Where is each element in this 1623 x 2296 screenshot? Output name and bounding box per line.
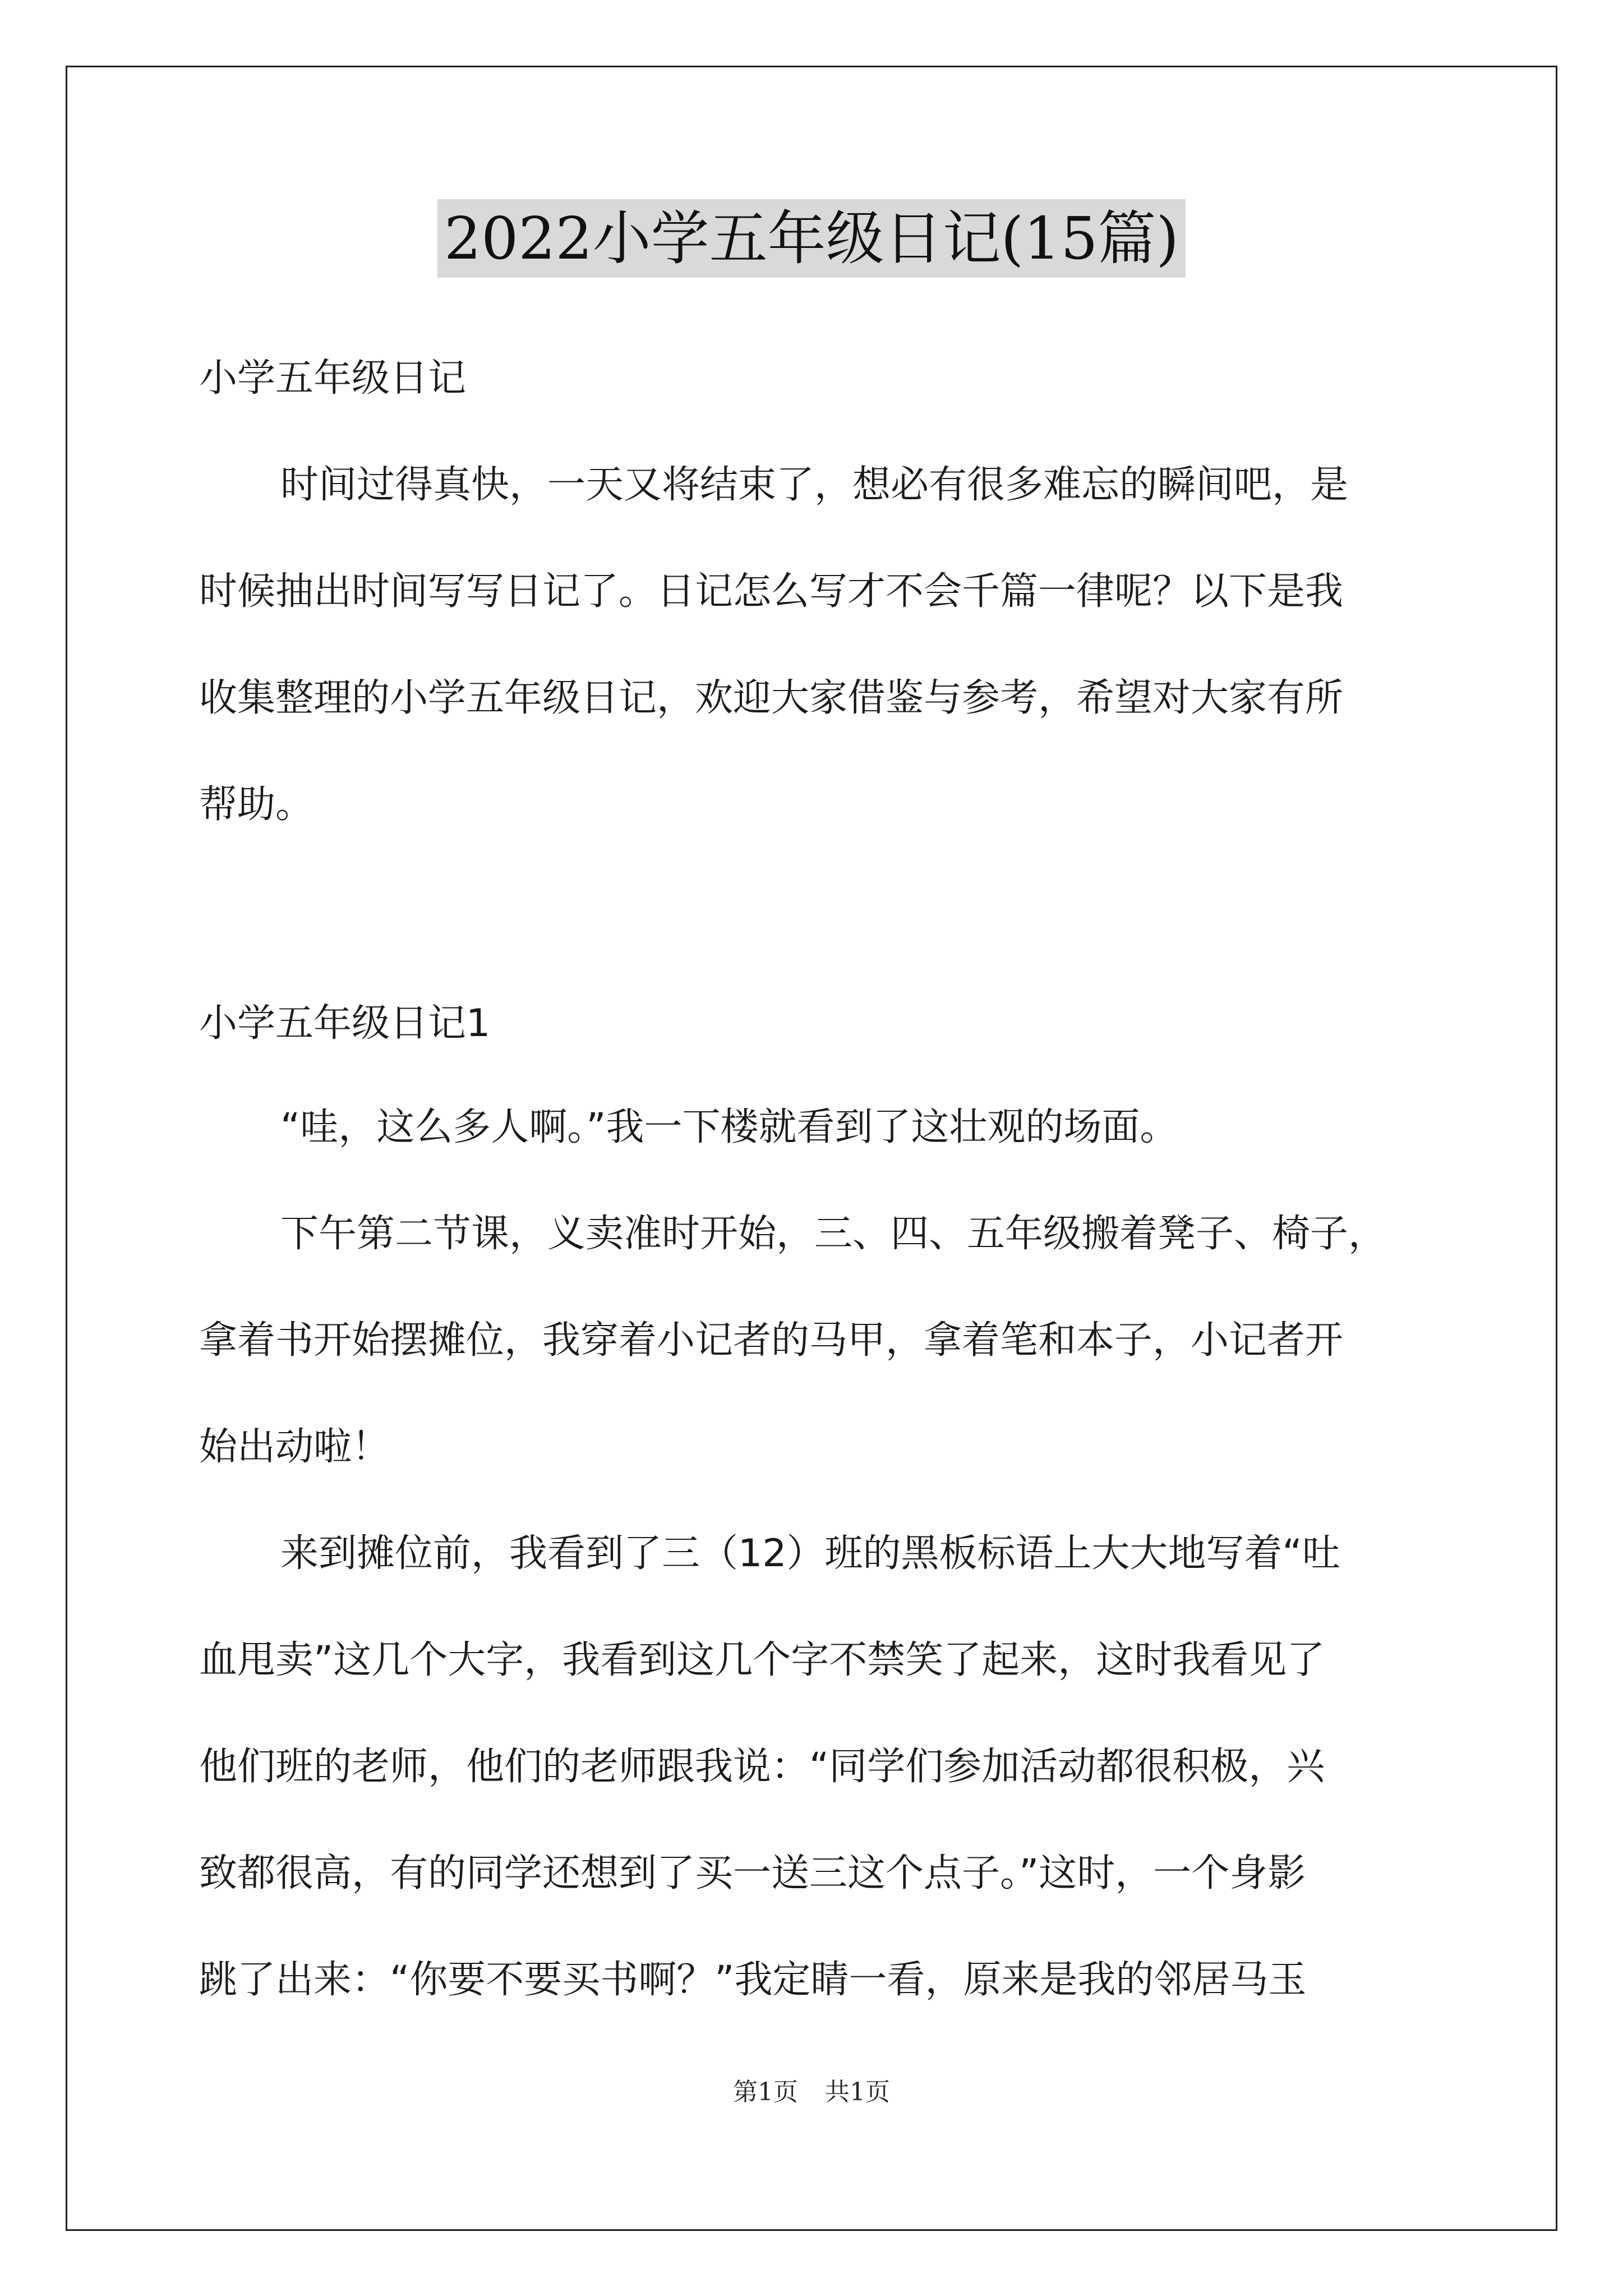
paragraph-line: 致都很高，有的同学还想到了买一送三这个点子。”这时，一个身影 (199, 1851, 1306, 1895)
section-heading: 小学五年级日记1 (199, 1001, 491, 1046)
paragraph-line: 收集整理的小学五年级日记，欢迎大家借鉴与参考，希望对大家有所 (199, 676, 1344, 720)
section-heading: 小学五年级日记 (199, 356, 467, 401)
paragraph-line: 拿着书开始摆摊位，我穿着小记者的马甲，拿着笔和本子，小记者开 (199, 1318, 1344, 1363)
paragraph-line: 始出动啦！ (199, 1425, 390, 1469)
paragraph-line: 血甩卖”这几个大字，我看到这几个字不禁笑了起来，这时我看见了 (199, 1638, 1325, 1682)
paragraph-line: 他们班的老师，他们的老师跟我说：“同学们参加活动都很积极，兴 (199, 1745, 1325, 1789)
document-title: 2022小学五年级日记(15篇) (437, 199, 1186, 278)
title-container (0, 199, 1623, 278)
page-number: 第1页 (733, 2078, 798, 2106)
paragraph-line: 时候抽出时间写写日记了。日记怎么写才不会千篇一律呢？以下是我 (199, 569, 1344, 614)
page-total: 共1页 (825, 2078, 890, 2106)
page-footer (0, 2076, 1623, 2109)
paragraph-line: “哇，这么多人啊。”我一下楼就看到了这壮观的场面。 (280, 1105, 1178, 1149)
paragraph-line: 下午第二节课，义卖准时开始，三、四、五年级搬着凳子、椅子， (280, 1212, 1387, 1256)
paragraph-line: 帮助。 (199, 783, 314, 827)
paragraph-line: 来到摊位前，我看到了三（12）班的黑板标语上大大地写着“吐 (280, 1531, 1340, 1576)
paragraph-line: 时间过得真快，一天又将结束了，想必有很多难忘的瞬间吧，是 (280, 463, 1349, 507)
paragraph-line: 跳了出来：“你要不要买书啊？”我定睛一看，原来是我的邻居马玉 (199, 1958, 1307, 2002)
